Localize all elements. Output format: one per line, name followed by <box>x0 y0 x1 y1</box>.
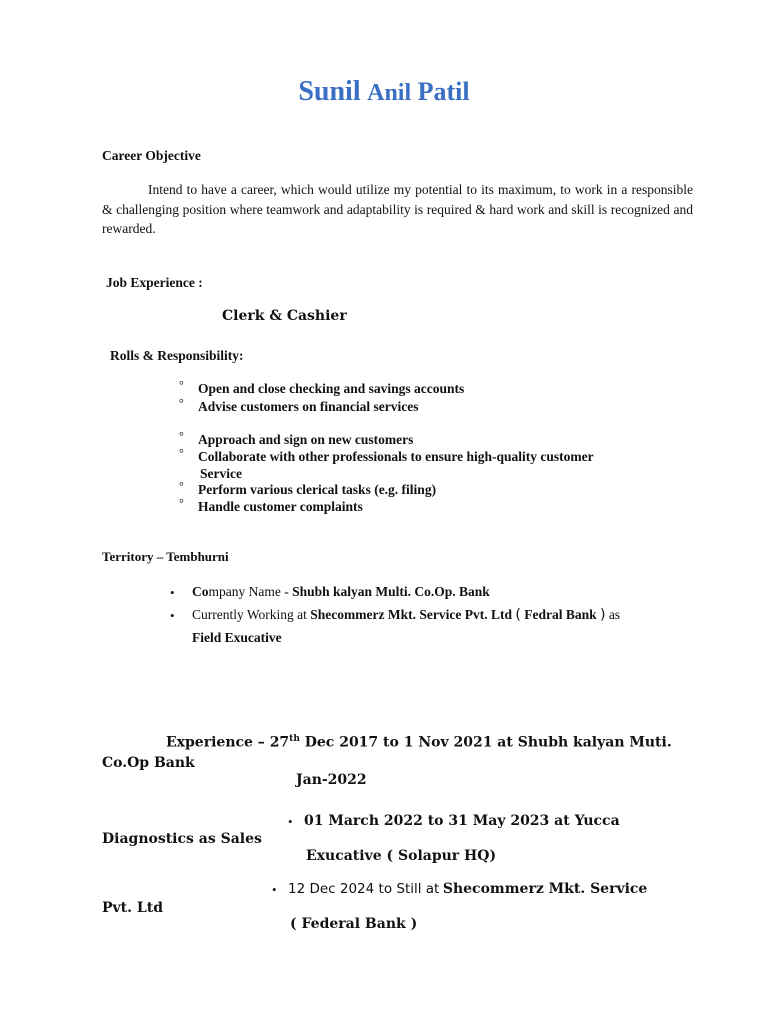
bullet-icon: ° <box>179 378 184 392</box>
experience-line-3-extra: ( Federal Bank ) <box>290 916 418 932</box>
experience-line-2: 01 March 2022 to 31 May 2023 at Yucca <box>304 813 620 829</box>
role-item: ° Advise customers on financial services <box>179 396 419 414</box>
territory-label: Territory – Tembhurni <box>102 549 229 564</box>
career-objective-heading: Career Objective <box>102 148 201 163</box>
experience-line-2-extra: Exucative ( Solapur HQ) <box>306 848 497 864</box>
job-position: Clerk & Cashier <box>222 308 347 324</box>
role-item: ° Open and close checking and savings accounts <box>179 378 465 396</box>
resume-name <box>0 76 768 108</box>
current-company: Shecommerz Mkt. Service Pvt. Ltd <box>310 607 512 622</box>
experience-line-2-wrap: Diagnostics as Sales <box>102 831 262 847</box>
bullet-icon: ° <box>179 429 184 443</box>
line3-company: Shecommerz Mkt. Service <box>442 881 648 897</box>
roles-heading: Rolls & Responsibility: <box>110 348 244 363</box>
middle-name: Anil <box>367 80 412 106</box>
experience-line-3: 12 Dec 2024 to Still at Shecommerz Mkt. Service <box>288 881 648 897</box>
last-name: Patil <box>417 77 470 106</box>
role-item-wrap: Service <box>200 466 242 481</box>
bullet-icon: ° <box>179 496 184 510</box>
company-name: Shubh kalyan Multi. Co.Op. Bank <box>292 584 490 599</box>
bullet-icon: ° <box>179 479 184 493</box>
job-experience-heading: Job Experience : <box>106 275 203 290</box>
role-item: ° Approach and sign on new customers <box>179 429 414 447</box>
bullet-icon: ° <box>179 446 184 460</box>
current-bank: Fedral Bank <box>524 607 597 622</box>
bullet-icon: • <box>170 608 175 623</box>
role-item: ° Handle customer complaints <box>179 496 363 514</box>
career-objective-body: Intend to have a career, which would utilize my potential to its maximum, to work in a responsible & challenging position where teamwork and adaptability is required & hard work and skill is recognized and rewarded. <box>102 182 693 236</box>
experience-line-1-extra: Jan-2022 <box>296 772 367 788</box>
current-role: Field Exucative <box>192 630 282 645</box>
experience-line-3-wrap: Pvt. Ltd <box>102 900 163 916</box>
bullet-icon: • <box>288 814 293 829</box>
bullet-icon: • <box>272 882 277 897</box>
experience-line-1-wrap: Co.Op Bank <box>102 755 195 771</box>
company-name-line: Company Name - Shubh kalyan Multi. Co.Op. Bank <box>192 584 490 599</box>
role-item: ° Collaborate with other professionals to ensure high-quality customer <box>179 446 594 464</box>
current-work-line: Currently Working at Shecommerz Mkt. Service Pvt. Ltd ( Fedral Bank ) as <box>192 607 621 623</box>
career-objective-text <box>102 180 693 239</box>
first-name: Sunil <box>298 76 361 107</box>
experience-line-1: Experience – 27th Dec 2017 to 1 Nov 2021 at Shubh kalyan Muti. <box>166 734 672 751</box>
bullet-icon: • <box>170 585 175 600</box>
bullet-icon: ° <box>179 396 184 410</box>
role-item: ° Perform various clerical tasks (e.g. filing) <box>179 479 437 497</box>
